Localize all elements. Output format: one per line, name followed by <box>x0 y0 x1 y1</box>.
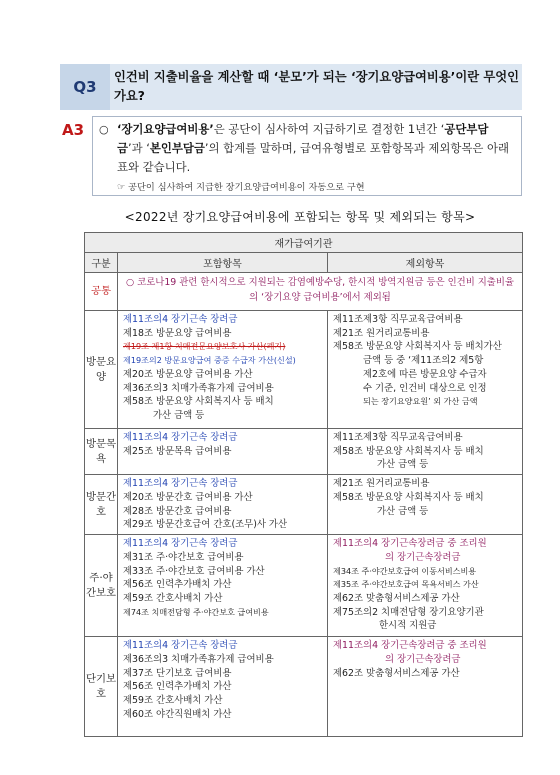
exclude-cell <box>328 535 523 637</box>
include-cell <box>118 475 328 535</box>
list-item: 제20조 방문간호 급여비용 가산 <box>123 491 253 503</box>
answer-text: ‘장기요양급여비용’은 공단이 심사하여 지급하기로 결정한 1년간 ‘공단부담금’과 ‘본인부담금’의 합계를 말하며, 급여유형별로 포함항목과 제외항목은 아래 표와 같습니다. <box>117 122 509 174</box>
row-label-nursing: 방문간호 <box>85 475 118 535</box>
list-item: 제19조의2 방문요양급여 중증 수급자 가산(신설) <box>123 355 296 366</box>
include-cell <box>118 429 328 475</box>
list-item: 제11조제3항 직무교육급여비용 <box>333 432 463 443</box>
list-item: 제74조 치매전담형 주·야간보호 급여비용 <box>123 606 269 617</box>
list-item: 금액 등 중 ‘제11조의2 제5항 <box>363 355 484 367</box>
list-item: 제33조 주·야간보호 급여비용 가산 <box>123 565 265 577</box>
question-label: Q3 <box>60 64 110 110</box>
list-item: 제36조의3 치매가족휴가제 급여비용 <box>123 382 274 394</box>
list-item: 제60조 야간직원배치 가산 <box>123 708 232 720</box>
common-note: ○ 코로나19 관련 한시적으로 지원되는 감염예방수당, 한시적 방역지원금 등은 인건비 지출비율의 ‘장기요양 급여비용’에서 제외됨 <box>118 273 523 311</box>
row-label-short-term: 단기보호 <box>85 637 118 737</box>
list-item: 제36조의3 치매가족휴가제 급여비용 <box>123 653 274 665</box>
list-item: 가산 금액 등 <box>377 505 429 517</box>
items-table <box>84 232 523 737</box>
exclude-cell <box>328 475 523 535</box>
answer-note: ☞ 공단이 심사하여 지급한 장기요양급여비용이 자동으로 구현 <box>117 182 365 193</box>
list-item: 제59조 간호사배치 가산 <box>123 694 223 706</box>
answer-bullet: ○ <box>99 123 109 136</box>
list-item: 제21조 원거리교통비용 <box>333 327 430 339</box>
exclude-cell <box>328 311 523 429</box>
list-item: 제59조 간호사배치 가산 <box>123 592 223 604</box>
list-item: 제11조의4 장기근속장려금 중 조리원 <box>333 640 487 652</box>
col-type: 구분 <box>85 253 118 273</box>
table-header-main: 재가급여기관 <box>85 233 523 253</box>
list-item: 제56조 인력추가배치 가산 <box>123 579 232 591</box>
list-item: 제21조 원거리교통비용 <box>333 478 430 490</box>
list-item: 의 장기근속장려금 <box>385 551 461 563</box>
list-item: 제11조제3항 직무교육급여비용 <box>333 314 463 325</box>
list-item: 제11조의4 장기근속 장려금 <box>123 478 238 490</box>
list-item: 제20조 방문요양 급여비용 가산 <box>123 368 253 380</box>
list-item: 제34조 주·야간보호급여 이동서비스비용 <box>333 565 477 576</box>
list-item: 되는 장기요양요원’ 외 가산 금액 <box>363 396 478 407</box>
list-item: 제58조 방문요양 사회복지사 등 배치가산 <box>333 341 502 353</box>
list-item: 가산 금액 등 <box>377 459 429 471</box>
col-include: 포함항목 <box>118 253 328 273</box>
list-item: 제25조 방문목욕 급여비용 <box>123 445 232 457</box>
list-item: 제19조 제1항 치매전문요양보호사 가산(폐지) <box>123 341 286 352</box>
row-label-day-night: 주·야간보호 <box>85 535 118 637</box>
list-item: 한시적 지원금 <box>379 620 437 632</box>
row-label-bath: 방문목욕 <box>85 429 118 475</box>
list-item: 수 기준, 인건비 대상으로 인정 <box>363 382 487 394</box>
row-label-common: 공통 <box>85 273 118 311</box>
list-item: 제11조의4 장기근속 장려금 <box>123 432 238 443</box>
list-item: 제18조 방문요양 급여비용 <box>123 327 232 339</box>
list-item: 제58조 방문요양 사회복지사 등 배치 <box>123 396 274 408</box>
include-cell <box>118 311 328 429</box>
list-item: 가산 금액 등 <box>153 409 205 421</box>
list-item: 제58조 방문요양 사회복지사 등 배치 <box>333 445 484 457</box>
list-item: 제29조 방문간호급여 간호(조무)사 가산 <box>123 519 288 531</box>
list-item: 제56조 인력추가배치 가산 <box>123 681 232 693</box>
table-title: <2022년 장기요양급여비용에 포함되는 항목 및 제외되는 항목> <box>124 210 476 224</box>
list-item: 제62조 맞춤형서비스제공 가산 <box>333 592 460 604</box>
list-item: 제37조 단기보호 급여비용 <box>123 667 232 679</box>
list-item: 제2호에 따른 방문요양 수급자 <box>363 368 487 380</box>
list-item: 의 장기근속장려금 <box>385 653 461 665</box>
list-item: 제11조의4 장기근속 장려금 <box>123 314 238 325</box>
list-item: 제28조 방문간호 급여비용 <box>123 505 232 517</box>
list-item: 제75조의2 치매전담형 장기요양기관 <box>333 606 484 618</box>
list-item: 제11조의4 장기근속장려금 중 조리원 <box>333 538 487 550</box>
col-exclude: 제외항목 <box>328 253 523 273</box>
list-item: 제31조 주·야간보호 급여비용 <box>123 551 244 563</box>
exclude-cell <box>328 637 523 737</box>
list-item: 제11조의4 장기근속 장려금 <box>123 640 238 652</box>
list-item: 제58조 방문요양 사회복지사 등 배치 <box>333 491 484 503</box>
question-text: 인건비 지출비율을 계산할 때 ‘분모’가 되는 ‘장기요양급여비용’이란 무엇인가요? <box>114 70 520 103</box>
include-cell <box>118 535 328 637</box>
list-item: 제35조 주·야간보호급여 목욕서비스 가산 <box>333 579 479 590</box>
row-label-home-care: 방문요양 <box>85 311 118 429</box>
list-item: 제62조 맞춤형서비스제공 가산 <box>333 667 460 679</box>
exclude-cell <box>328 429 523 475</box>
list-item: 제11조의4 장기근속 장려금 <box>123 538 238 550</box>
answer-label: A3 <box>62 121 85 139</box>
answer-body <box>92 116 522 196</box>
include-cell <box>118 637 328 737</box>
